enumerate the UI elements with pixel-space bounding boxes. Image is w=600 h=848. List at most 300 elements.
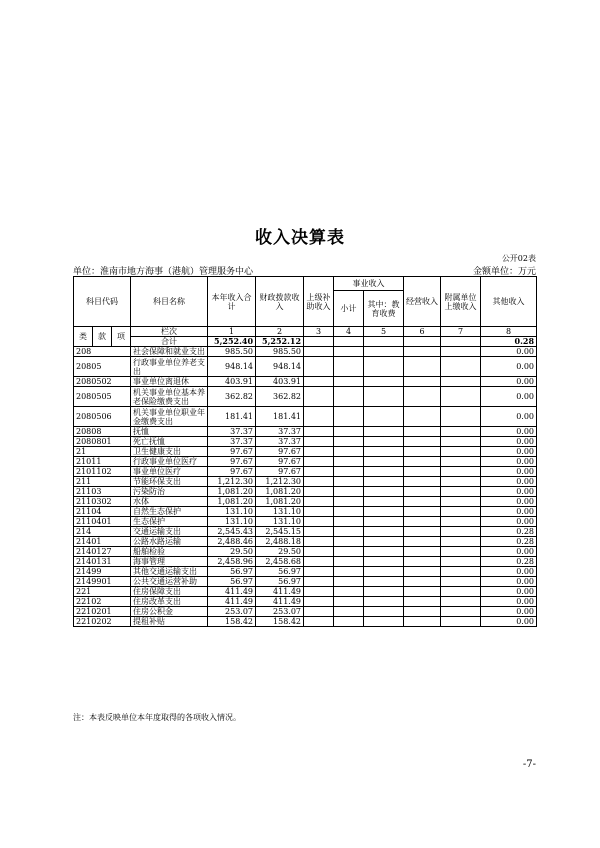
row-code: 2080505 <box>74 387 131 407</box>
header-subject-name: 科目名称 <box>131 277 208 327</box>
row-fiscal: 131.10 <box>256 507 304 517</box>
table-row <box>74 517 537 527</box>
row-annual: 411.49 <box>208 587 256 597</box>
row-fiscal: 1,081.20 <box>256 497 304 507</box>
empty-cell <box>441 357 481 377</box>
row-fiscal: 37.37 <box>256 427 304 437</box>
empty-cell <box>334 577 364 587</box>
empty-cell <box>404 577 441 587</box>
empty-cell <box>404 477 441 487</box>
empty-cell <box>441 537 481 547</box>
empty-cell <box>304 437 334 447</box>
table-note: 注：本表反映单位本年度取得的各项收入情况。 <box>73 713 241 722</box>
row-annual: 2,545.43 <box>208 527 256 537</box>
empty-cell <box>404 507 441 517</box>
row-fiscal: 411.49 <box>256 587 304 597</box>
row-annual: 403.91 <box>208 377 256 387</box>
empty-cell <box>334 477 364 487</box>
empty-cell <box>441 507 481 517</box>
empty-cell <box>364 527 404 537</box>
empty-cell <box>334 497 364 507</box>
empty-cell <box>404 357 441 377</box>
row-code: 2140131 <box>74 557 131 567</box>
empty-cell <box>364 347 404 357</box>
row-other: 0.00 <box>481 347 537 357</box>
empty-cell <box>441 477 481 487</box>
empty-cell <box>304 407 334 427</box>
row-annual: 948.14 <box>208 357 256 377</box>
empty-cell <box>404 497 441 507</box>
row-code: 2210201 <box>74 607 131 617</box>
empty-cell <box>304 527 334 537</box>
empty-cell <box>364 517 404 527</box>
empty-cell <box>304 377 334 387</box>
row-annual: 1,081.20 <box>208 487 256 497</box>
empty-cell <box>334 567 364 577</box>
row-name: 船舶检验 <box>131 547 208 557</box>
row-code: 2210202 <box>74 617 131 627</box>
empty-cell <box>404 617 441 627</box>
empty-cell <box>404 377 441 387</box>
row-annual: 37.37 <box>208 427 256 437</box>
empty-cell <box>441 587 481 597</box>
row-fiscal: 97.67 <box>256 467 304 477</box>
header-higher-subsidy: 上级补助收入 <box>304 277 334 327</box>
col-num: 1 <box>208 327 256 337</box>
row-other: 0.00 <box>481 547 537 557</box>
header-fiscal-allocation: 财政拨款收入 <box>256 277 304 327</box>
row-other: 0.00 <box>481 497 537 507</box>
total-other: 0.28 <box>481 337 537 347</box>
row-other: 0.00 <box>481 407 537 427</box>
row-annual: 181.41 <box>208 407 256 427</box>
empty-cell <box>404 537 441 547</box>
row-code: 214 <box>74 527 131 537</box>
empty-cell <box>404 487 441 497</box>
empty-cell <box>334 387 364 407</box>
header-kuan: 款 <box>93 327 112 347</box>
header-subject-code: 科目代码 <box>74 277 131 327</box>
row-annual: 2,458.96 <box>208 557 256 567</box>
empty-cell <box>364 497 404 507</box>
row-name: 事业单位医疗 <box>131 467 208 477</box>
empty-cell <box>304 577 334 587</box>
table-row <box>74 527 537 537</box>
table-row <box>74 617 537 627</box>
row-other: 0.00 <box>481 487 537 497</box>
empty-cell <box>441 577 481 587</box>
total-label: 合计 <box>131 337 208 347</box>
empty-cell <box>304 567 334 577</box>
empty-cell <box>364 507 404 517</box>
empty-cell <box>334 487 364 497</box>
empty-cell <box>304 597 334 607</box>
empty-cell <box>441 467 481 477</box>
row-code: 2140127 <box>74 547 131 557</box>
row-name: 住房公积金 <box>131 607 208 617</box>
empty-cell <box>404 517 441 527</box>
row-code: 2080506 <box>74 407 131 427</box>
empty-cell <box>364 477 404 487</box>
table-row <box>74 347 537 357</box>
table-row <box>74 457 537 467</box>
row-annual: 97.67 <box>208 447 256 457</box>
table-row <box>74 477 537 487</box>
empty-cell <box>364 557 404 567</box>
table-row <box>74 427 537 437</box>
row-code: 2110401 <box>74 517 131 527</box>
row-other: 0.00 <box>481 357 537 377</box>
row-name: 海事管理 <box>131 557 208 567</box>
row-fiscal: 2,458.68 <box>256 557 304 567</box>
empty-cell <box>334 427 364 437</box>
empty-cell <box>404 467 441 477</box>
row-code: 21401 <box>74 537 131 547</box>
empty-cell <box>334 437 364 447</box>
row-fiscal: 56.97 <box>256 577 304 587</box>
header-xiang: 项 <box>112 327 131 347</box>
row-other: 0.00 <box>481 477 537 487</box>
row-fiscal: 2,545.15 <box>256 527 304 537</box>
row-other: 0.00 <box>481 457 537 467</box>
row-name: 其他交通运输支出 <box>131 567 208 577</box>
total-fiscal: 5,252.12 <box>256 337 304 347</box>
empty-cell <box>404 427 441 437</box>
empty-cell <box>304 617 334 627</box>
row-other: 0.00 <box>481 517 537 527</box>
empty-cell <box>404 547 441 557</box>
row-code: 2149901 <box>74 577 131 587</box>
row-fiscal: 97.67 <box>256 457 304 467</box>
row-name: 机关事业单位职业年金缴费支出 <box>131 407 208 427</box>
empty-cell <box>334 447 364 457</box>
row-name: 事业单位离退休 <box>131 377 208 387</box>
empty-cell <box>334 507 364 517</box>
row-fiscal: 37.37 <box>256 437 304 447</box>
empty-cell <box>441 427 481 437</box>
row-other: 0.00 <box>481 467 537 477</box>
table-row <box>74 447 537 457</box>
empty-cell <box>364 377 404 387</box>
empty-cell <box>304 557 334 567</box>
empty-cell <box>334 547 364 557</box>
col-num: 5 <box>364 327 404 337</box>
col-num: 2 <box>256 327 304 337</box>
row-other: 0.00 <box>481 507 537 517</box>
empty-cell <box>334 537 364 547</box>
empty-cell <box>364 437 404 447</box>
empty-cell <box>304 427 334 437</box>
empty-cell <box>304 467 334 477</box>
empty-cell <box>441 487 481 497</box>
empty-cell <box>404 387 441 407</box>
row-name: 抚恤 <box>131 427 208 437</box>
row-name: 住房保障支出 <box>131 587 208 597</box>
row-name: 自然生态保护 <box>131 507 208 517</box>
row-other: 0.00 <box>481 577 537 587</box>
empty-cell <box>334 527 364 537</box>
table-row <box>74 587 537 597</box>
row-other: 0.28 <box>481 557 537 567</box>
row-fiscal: 1,081.20 <box>256 487 304 497</box>
empty-cell <box>441 607 481 617</box>
empty-cell <box>304 387 334 407</box>
empty-cell <box>441 557 481 567</box>
income-table <box>73 276 537 627</box>
row-fiscal: 181.41 <box>256 407 304 427</box>
page-number: -7- <box>522 759 536 770</box>
unit-label: 单位：淮南市地方海事（港航）管理服务中心 <box>73 267 254 277</box>
header-subtotal: 小计 <box>334 291 364 327</box>
row-annual: 37.37 <box>208 437 256 447</box>
empty-cell <box>334 557 364 567</box>
row-annual: 158.42 <box>208 617 256 627</box>
empty-cell <box>441 437 481 447</box>
col-num: 4 <box>334 327 364 337</box>
row-code: 22102 <box>74 597 131 607</box>
row-other: 0.00 <box>481 567 537 577</box>
empty-cell <box>334 377 364 387</box>
row-other: 0.00 <box>481 597 537 607</box>
table-row <box>74 497 537 507</box>
row-code: 20805 <box>74 357 131 377</box>
empty-cell <box>364 357 404 377</box>
row-code: 20808 <box>74 427 131 437</box>
row-code: 2101102 <box>74 467 131 477</box>
row-other: 0.00 <box>481 387 537 407</box>
table-row <box>74 507 537 517</box>
empty-cell <box>334 607 364 617</box>
empty-cell <box>441 497 481 507</box>
header-operating-income: 经营收入 <box>404 277 441 327</box>
row-fiscal: 411.49 <box>256 597 304 607</box>
row-annual: 97.67 <box>208 467 256 477</box>
row-fiscal: 403.91 <box>256 377 304 387</box>
empty-cell <box>441 617 481 627</box>
table-row <box>74 467 537 477</box>
empty-cell <box>404 587 441 597</box>
row-annual: 56.97 <box>208 577 256 587</box>
row-code: 21104 <box>74 507 131 517</box>
total-annual: 5,252.40 <box>208 337 256 347</box>
header-business-income: 事业收入 <box>334 277 404 291</box>
empty-cell <box>441 517 481 527</box>
row-code: 21 <box>74 447 131 457</box>
empty-cell <box>364 407 404 427</box>
empty-cell <box>404 347 441 357</box>
amount-unit-label: 金额单位：万元 <box>472 267 536 277</box>
empty-cell <box>441 547 481 557</box>
row-fiscal: 158.42 <box>256 617 304 627</box>
table-row <box>74 597 537 607</box>
row-name: 死亡抚恤 <box>131 437 208 447</box>
table-row <box>74 547 537 557</box>
header-affiliated-income: 附属单位上缴收入 <box>441 277 481 327</box>
table-row <box>74 567 537 577</box>
empty-cell <box>404 597 441 607</box>
row-name: 机关事业单位基本养老保险缴费支出 <box>131 387 208 407</box>
header-annual-income: 本年收入合计 <box>208 277 256 327</box>
row-code: 2110302 <box>74 497 131 507</box>
row-annual: 97.67 <box>208 457 256 467</box>
col-num: 6 <box>404 327 441 337</box>
empty-cell <box>304 487 334 497</box>
row-fiscal: 985.50 <box>256 347 304 357</box>
row-code: 208 <box>74 347 131 357</box>
empty-cell <box>304 517 334 527</box>
row-annual: 131.10 <box>208 517 256 527</box>
row-code: 2080801 <box>74 437 131 447</box>
table-row <box>74 487 537 497</box>
row-other: 0.00 <box>481 617 537 627</box>
empty-cell <box>364 547 404 557</box>
row-annual: 411.49 <box>208 597 256 607</box>
empty-cell <box>441 387 481 407</box>
empty-cell <box>404 437 441 447</box>
table-row <box>74 387 537 407</box>
empty-cell <box>304 497 334 507</box>
empty-cell <box>364 607 404 617</box>
table-row <box>74 607 537 617</box>
header-edu-fees: 其中：教育收费 <box>364 291 404 327</box>
row-other: 0.00 <box>481 607 537 617</box>
row-other: 0.00 <box>481 587 537 597</box>
row-code: 21103 <box>74 487 131 497</box>
table-row <box>74 377 537 387</box>
empty-cell <box>334 357 364 377</box>
row-code: 21011 <box>74 457 131 467</box>
row-name: 交通运输支出 <box>131 527 208 537</box>
empty-cell <box>364 457 404 467</box>
empty-cell <box>404 567 441 577</box>
empty-cell <box>304 477 334 487</box>
col-num: 8 <box>481 327 537 337</box>
empty-cell <box>304 357 334 377</box>
empty-cell <box>364 487 404 497</box>
col-num: 3 <box>304 327 334 337</box>
empty-cell <box>404 607 441 617</box>
table-row <box>74 537 537 547</box>
empty-cell <box>334 587 364 597</box>
empty-cell <box>304 447 334 457</box>
table-row <box>74 437 537 447</box>
row-name: 水体 <box>131 497 208 507</box>
empty-cell <box>304 537 334 547</box>
row-other: 0.00 <box>481 377 537 387</box>
table-row <box>74 407 537 427</box>
table-row <box>74 357 537 377</box>
empty-cell <box>304 607 334 617</box>
row-other: 0.00 <box>481 427 537 437</box>
table-row <box>74 577 537 587</box>
row-annual: 1,081.20 <box>208 497 256 507</box>
empty-cell <box>364 387 404 407</box>
table-body <box>74 347 537 627</box>
empty-cell <box>441 597 481 607</box>
row-name: 节能环保支出 <box>131 477 208 487</box>
header-lei: 类 <box>74 327 93 347</box>
row-other: 0.00 <box>481 447 537 457</box>
row-fiscal: 97.67 <box>256 447 304 457</box>
empty-cell <box>364 467 404 477</box>
empty-cell <box>364 577 404 587</box>
row-annual: 362.82 <box>208 387 256 407</box>
empty-cell <box>441 457 481 467</box>
row-other: 0.28 <box>481 527 537 537</box>
empty-cell <box>441 347 481 357</box>
row-fiscal: 362.82 <box>256 387 304 407</box>
row-name: 社会保障和就业支出 <box>131 347 208 357</box>
row-code: 211 <box>74 477 131 487</box>
empty-cell <box>404 407 441 427</box>
row-name: 公共交通运营补助 <box>131 577 208 587</box>
row-other: 0.00 <box>481 437 537 447</box>
row-fiscal: 948.14 <box>256 357 304 377</box>
row-code: 2080502 <box>74 377 131 387</box>
empty-cell <box>364 567 404 577</box>
row-name: 公路水路运输 <box>131 537 208 547</box>
empty-cell <box>334 617 364 627</box>
empty-cell <box>364 617 404 627</box>
empty-cell <box>404 557 441 567</box>
row-code: 221 <box>74 587 131 597</box>
row-fiscal: 29.50 <box>256 547 304 557</box>
row-name: 住房改革支出 <box>131 597 208 607</box>
empty-cell <box>304 547 334 557</box>
row-annual: 253.07 <box>208 607 256 617</box>
form-code: 公开02表 <box>501 254 536 263</box>
row-annual: 56.97 <box>208 567 256 577</box>
row-annual: 131.10 <box>208 507 256 517</box>
row-annual: 1,212.30 <box>208 477 256 487</box>
row-name: 提租补贴 <box>131 617 208 627</box>
empty-cell <box>364 427 404 437</box>
row-fiscal: 1,212.30 <box>256 477 304 487</box>
empty-cell <box>304 587 334 597</box>
empty-cell <box>364 597 404 607</box>
header-other-income: 其他收入 <box>481 277 537 327</box>
empty-cell <box>304 507 334 517</box>
row-annual: 29.50 <box>208 547 256 557</box>
row-code: 21499 <box>74 567 131 577</box>
empty-cell <box>404 527 441 537</box>
empty-cell <box>441 447 481 457</box>
empty-cell <box>334 457 364 467</box>
empty-cell <box>441 527 481 537</box>
empty-cell <box>334 407 364 427</box>
row-annual: 985.50 <box>208 347 256 357</box>
row-name: 行政事业单位医疗 <box>131 457 208 467</box>
row-fiscal: 253.07 <box>256 607 304 617</box>
empty-cell <box>441 377 481 387</box>
header-column-index: 栏次 <box>131 327 208 337</box>
empty-cell <box>364 587 404 597</box>
row-fiscal: 131.10 <box>256 517 304 527</box>
row-name: 卫生健康支出 <box>131 447 208 457</box>
empty-cell <box>304 457 334 467</box>
empty-cell <box>334 597 364 607</box>
row-fiscal: 56.97 <box>256 567 304 577</box>
page-title: 收入决算表 <box>255 228 345 248</box>
col-num: 7 <box>441 327 481 337</box>
empty-cell <box>334 467 364 477</box>
row-annual: 2,488.46 <box>208 537 256 547</box>
empty-cell <box>441 567 481 577</box>
empty-cell <box>364 447 404 457</box>
row-fiscal: 2,488.18 <box>256 537 304 547</box>
empty-cell <box>334 517 364 527</box>
empty-cell <box>441 407 481 427</box>
